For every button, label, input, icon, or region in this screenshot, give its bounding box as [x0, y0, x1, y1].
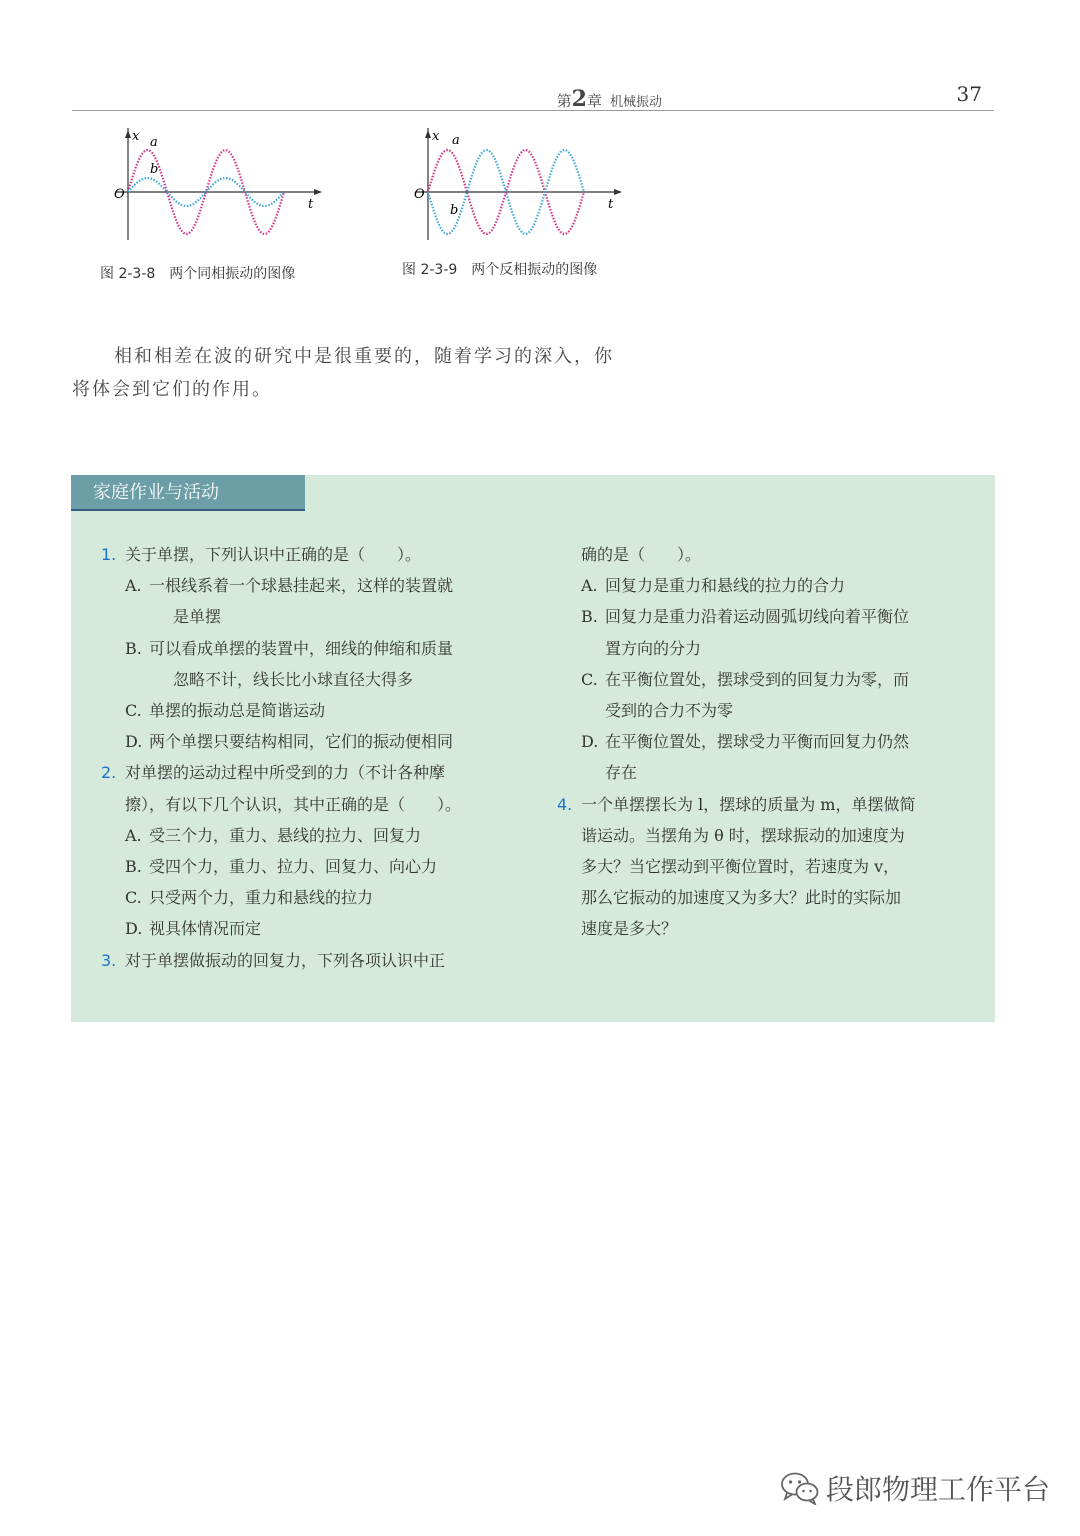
- question-line: 谐运动。当摆角为 θ 时，摆球振动的加速度为: [581, 825, 905, 845]
- option-line: 在平衡位置处，摆球受到的回复力为零，而: [605, 669, 910, 689]
- option-line: 是单摆: [173, 607, 222, 627]
- question-text: 对于单摆做振动的回复力，下列各项认识中正: [125, 950, 446, 970]
- figure-caption-1: [100, 263, 295, 283]
- question-line: 速度是多大？: [581, 919, 678, 939]
- question-line: 一个单摆摆长为 l，摆球的质量为 m，单摆做简: [581, 794, 916, 814]
- question-2: [101, 757, 511, 819]
- option-text: [605, 601, 967, 663]
- option-line: 在平衡位置处，摆球受力平衡而回复力仍然: [605, 732, 910, 752]
- question-number: 2.: [101, 763, 117, 783]
- question-line: 那么它振动的加速度又为多大？此时的实际加: [581, 888, 902, 908]
- option-a: [557, 570, 967, 601]
- option-a: [101, 820, 511, 851]
- paragraph-line-2: 将体会到它们的作用。: [72, 379, 272, 400]
- chapter-label: [557, 86, 662, 112]
- option-text: [149, 633, 511, 695]
- chapter-suffix: 章: [586, 92, 602, 110]
- option-line: 一根线系着一个球悬挂起来，这样的装置就: [149, 576, 454, 596]
- option-c: [101, 882, 511, 913]
- homework-title: 家庭作业与活动: [71, 475, 305, 511]
- option-label: A.: [125, 825, 142, 845]
- curve-a-label: a: [150, 135, 158, 150]
- y-axis-label: x: [432, 129, 440, 144]
- origin-label: O: [114, 187, 125, 202]
- question-text: [581, 789, 967, 945]
- option-line: 存在: [605, 763, 638, 783]
- question-4: [557, 789, 967, 945]
- watermark-text: 段郎物理工作平台: [826, 1473, 1051, 1506]
- option-a: [101, 570, 511, 632]
- homework-left-column: [101, 539, 511, 976]
- option-c: [101, 695, 511, 726]
- anti-phase-graph: [408, 128, 628, 244]
- option-label: B.: [125, 638, 142, 658]
- figure-anti-phase: [408, 128, 628, 244]
- homework-box: [71, 475, 995, 1022]
- question-1: [101, 539, 511, 570]
- body-paragraph: [72, 340, 672, 406]
- question-text: [125, 757, 511, 819]
- option-c: [557, 664, 967, 726]
- option-text: 受三个力，重力、悬线的拉力、回复力: [149, 825, 422, 845]
- option-b: [557, 601, 967, 663]
- question-number: 1.: [101, 545, 117, 564]
- option-line: 可以看成单摆的装置中，细线的伸缩和质量: [149, 638, 454, 658]
- page-header: [72, 78, 994, 111]
- chapter-number: 2: [571, 86, 587, 112]
- option-text: [605, 726, 967, 788]
- question-line: 擦），有以下几个认识，其中正确的是（ ）。: [125, 794, 462, 814]
- question-line: 多大？当它摆动到平衡位置时，若速度为 v，: [581, 857, 900, 877]
- caption-label: 图 2-3-9: [402, 262, 458, 278]
- origin-label: O: [414, 187, 425, 202]
- chapter-title: 机械振动: [609, 95, 662, 110]
- y-axis-label: x: [132, 129, 140, 144]
- question-number: 4.: [557, 794, 573, 814]
- x-axis-label: t: [608, 197, 614, 212]
- option-d: [101, 726, 511, 757]
- option-label: C.: [581, 669, 598, 689]
- option-text: 受四个力，重力、拉力、回复力、向心力: [149, 857, 438, 877]
- option-text: 两个单摆只要结构相同，它们的振动便相同: [149, 732, 454, 752]
- option-d: [101, 913, 511, 944]
- option-label: C.: [125, 888, 142, 908]
- page-number: 37: [956, 82, 982, 106]
- question-3-continued: 确的是（ ）。: [581, 545, 702, 564]
- in-phase-graph: [108, 128, 328, 244]
- figure-in-phase: [108, 128, 328, 244]
- question-text: 关于单摆，下列认识中正确的是（ ）。: [125, 545, 422, 564]
- option-d: [557, 726, 967, 788]
- caption-text: 两个同相振动的图像: [169, 266, 296, 282]
- option-b: [101, 633, 511, 695]
- wechat-icon: [780, 1471, 820, 1505]
- option-text: 只受两个力，重力和悬线的拉力: [149, 888, 374, 908]
- x-axis-label: t: [308, 197, 314, 212]
- option-label: D.: [125, 919, 143, 939]
- question-3: [101, 945, 511, 976]
- option-line: 忽略不计，线长比小球直径大得多: [173, 669, 414, 689]
- option-text: [149, 570, 511, 632]
- option-text: 回复力是重力和悬线的拉力的合力: [605, 576, 846, 596]
- option-text: [605, 664, 967, 726]
- curve-a-label: a: [452, 133, 460, 148]
- option-label: C.: [125, 701, 142, 721]
- option-b: [101, 851, 511, 882]
- option-label: A.: [581, 576, 598, 596]
- chapter-prefix: 第: [556, 92, 572, 110]
- curve-b-label: b: [450, 203, 459, 218]
- option-label: B.: [125, 857, 142, 877]
- option-label: D.: [125, 732, 143, 752]
- option-text: 视具体情况而定: [149, 919, 262, 939]
- option-line: 回复力是重力沿着运动圆弧切线向着平衡位: [605, 607, 910, 627]
- figure-caption-2: [402, 259, 597, 279]
- option-line: 受到的合力不为零: [605, 701, 734, 721]
- option-text: 单摆的振动总是简谐运动: [149, 701, 326, 721]
- curve-b-label: b: [150, 162, 159, 177]
- question-number: 3.: [101, 950, 117, 970]
- option-label: B.: [581, 607, 598, 627]
- option-label: D.: [581, 732, 599, 752]
- caption-text: 两个反相振动的图像: [471, 262, 598, 278]
- question-line: 对单摆的运动过程中所受到的力（不计各种摩: [125, 763, 446, 783]
- homework-right-column: [557, 539, 967, 945]
- caption-label: 图 2-3-8: [100, 266, 156, 282]
- option-line: 置方向的分力: [605, 638, 702, 658]
- watermark: [780, 1468, 1050, 1508]
- paragraph-line-1: 相和相差在波的研究中是很重要的，随着学习的深入，你: [114, 346, 614, 367]
- option-label: A.: [125, 576, 142, 596]
